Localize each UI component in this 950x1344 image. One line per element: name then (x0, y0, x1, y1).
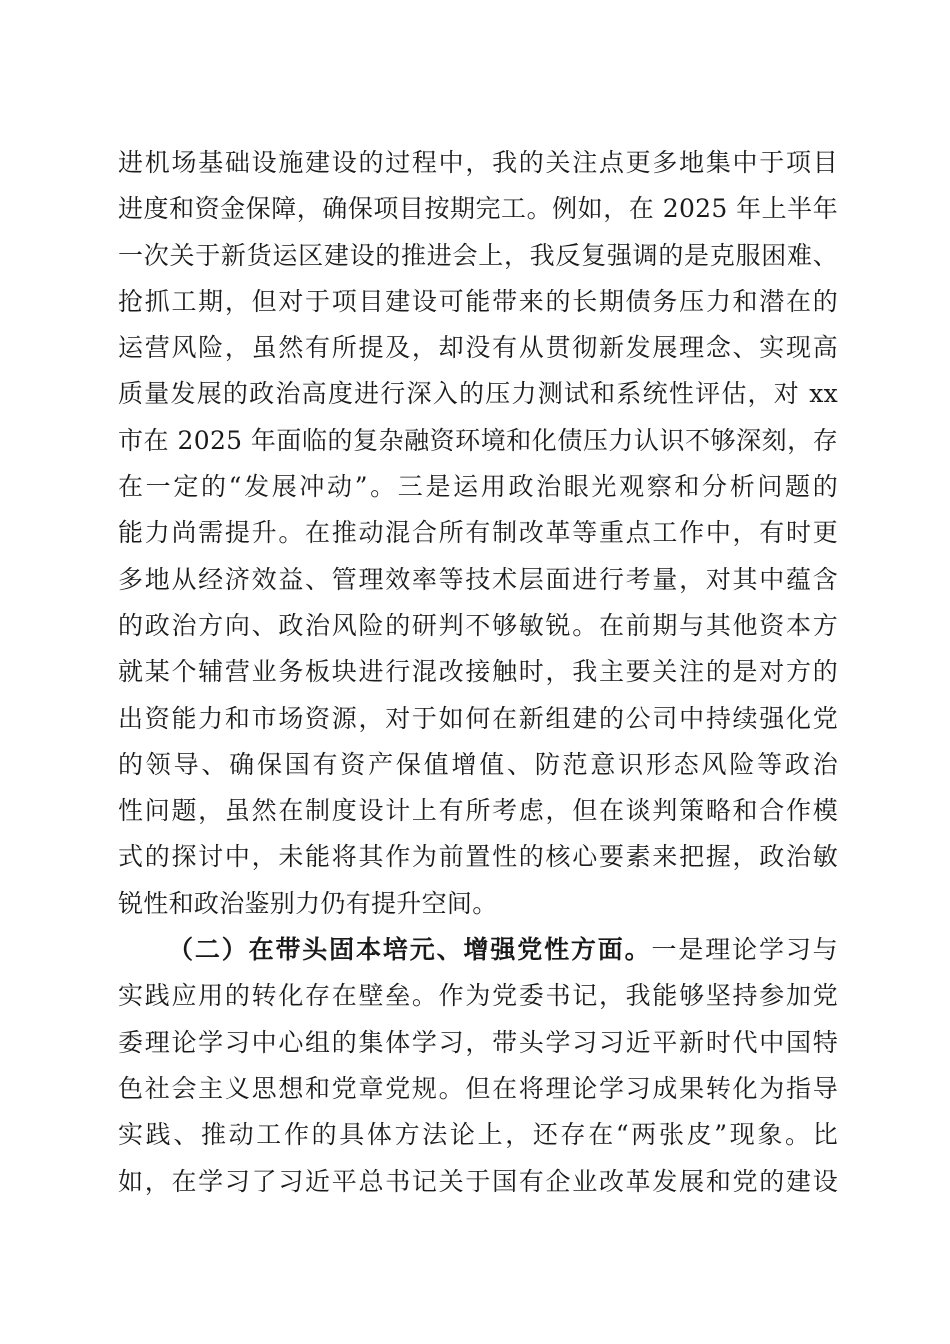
section-heading: （二）在带头固本培元、增强党性方面。 (168, 935, 652, 965)
paragraph-line: 的政治方向、政治风险的研判不够敏锐。在前期与其他资本方 (118, 610, 838, 640)
paragraph-line: 委理论学习中心组的集体学习，带头学习习近平新时代中国特 (118, 1027, 838, 1057)
paragraph-line: 实践、推动工作的具体方法论上，还存在“两张皮”现象。比 (118, 1120, 838, 1150)
paragraph-line: 运营风险，虽然有所提及，却没有从贯彻新发展理念、实现高 (118, 333, 838, 363)
paragraph-line: 锐性和政治鉴别力仍有提升空间。 (118, 888, 498, 918)
section-heading-line (118, 927, 838, 973)
paragraph-line: 一次关于新货运区建设的推进会上，我反复强调的是克服困难、 (118, 240, 838, 270)
paragraph-line: 的领导、确保国有资产保值增值、防范意识形态风险等政治 (118, 749, 838, 779)
paragraph-line: 式的探讨中，未能将其作为前置性的核心要素来把握，政治敏 (118, 842, 838, 872)
paragraph-line: 市在 2025 年面临的复杂融资环境和化债压力认识不够深刻，存 (118, 425, 838, 455)
paragraph-line: 能力尚需提升。在推动混合所有制改革等重点工作中，有时更 (118, 518, 838, 548)
paragraph-line: 质量发展的政治高度进行深入的压力测试和系统性评估，对 xx (118, 379, 838, 409)
body-text (118, 140, 838, 1205)
paragraph-line: 进度和资金保障，确保项目按期完工。例如，在 2025 年上半年 (118, 194, 838, 224)
paragraph-line: 性问题，虽然在制度设计上有所考虑，但在谈判策略和合作模 (118, 796, 838, 826)
paragraph-line: 如，在学习了习近平总书记关于国有企业改革发展和党的建设 (118, 1166, 838, 1196)
paragraph-line: 色社会主义思想和党章党规。但在将理论学习成果转化为指导 (118, 1073, 838, 1103)
paragraph-line: 实践应用的转化存在壁垒。作为党委书记，我能够坚持参加党 (118, 981, 838, 1011)
paragraph-line: 多地从经济效益、管理效率等技术层面进行考量，对其中蕴含 (118, 564, 838, 594)
paragraph-line: 进机场基础设施建设的过程中，我的关注点更多地集中于项目 (118, 148, 838, 177)
heading-line-rest: 一是理论学习与 (651, 935, 838, 965)
paragraph-line: 出资能力和市场资源，对于如何在新组建的公司中持续强化党 (118, 703, 838, 733)
paragraph-line: 在一定的“发展冲动”。三是运用政治眼光观察和分析问题的 (118, 472, 838, 502)
paragraph-line: 就某个辅营业务板块进行混改接触时，我主要关注的是对方的 (118, 657, 838, 687)
paragraph-line: 抢抓工期，但对于项目建设可能带来的长期债务压力和潜在的 (118, 286, 838, 316)
